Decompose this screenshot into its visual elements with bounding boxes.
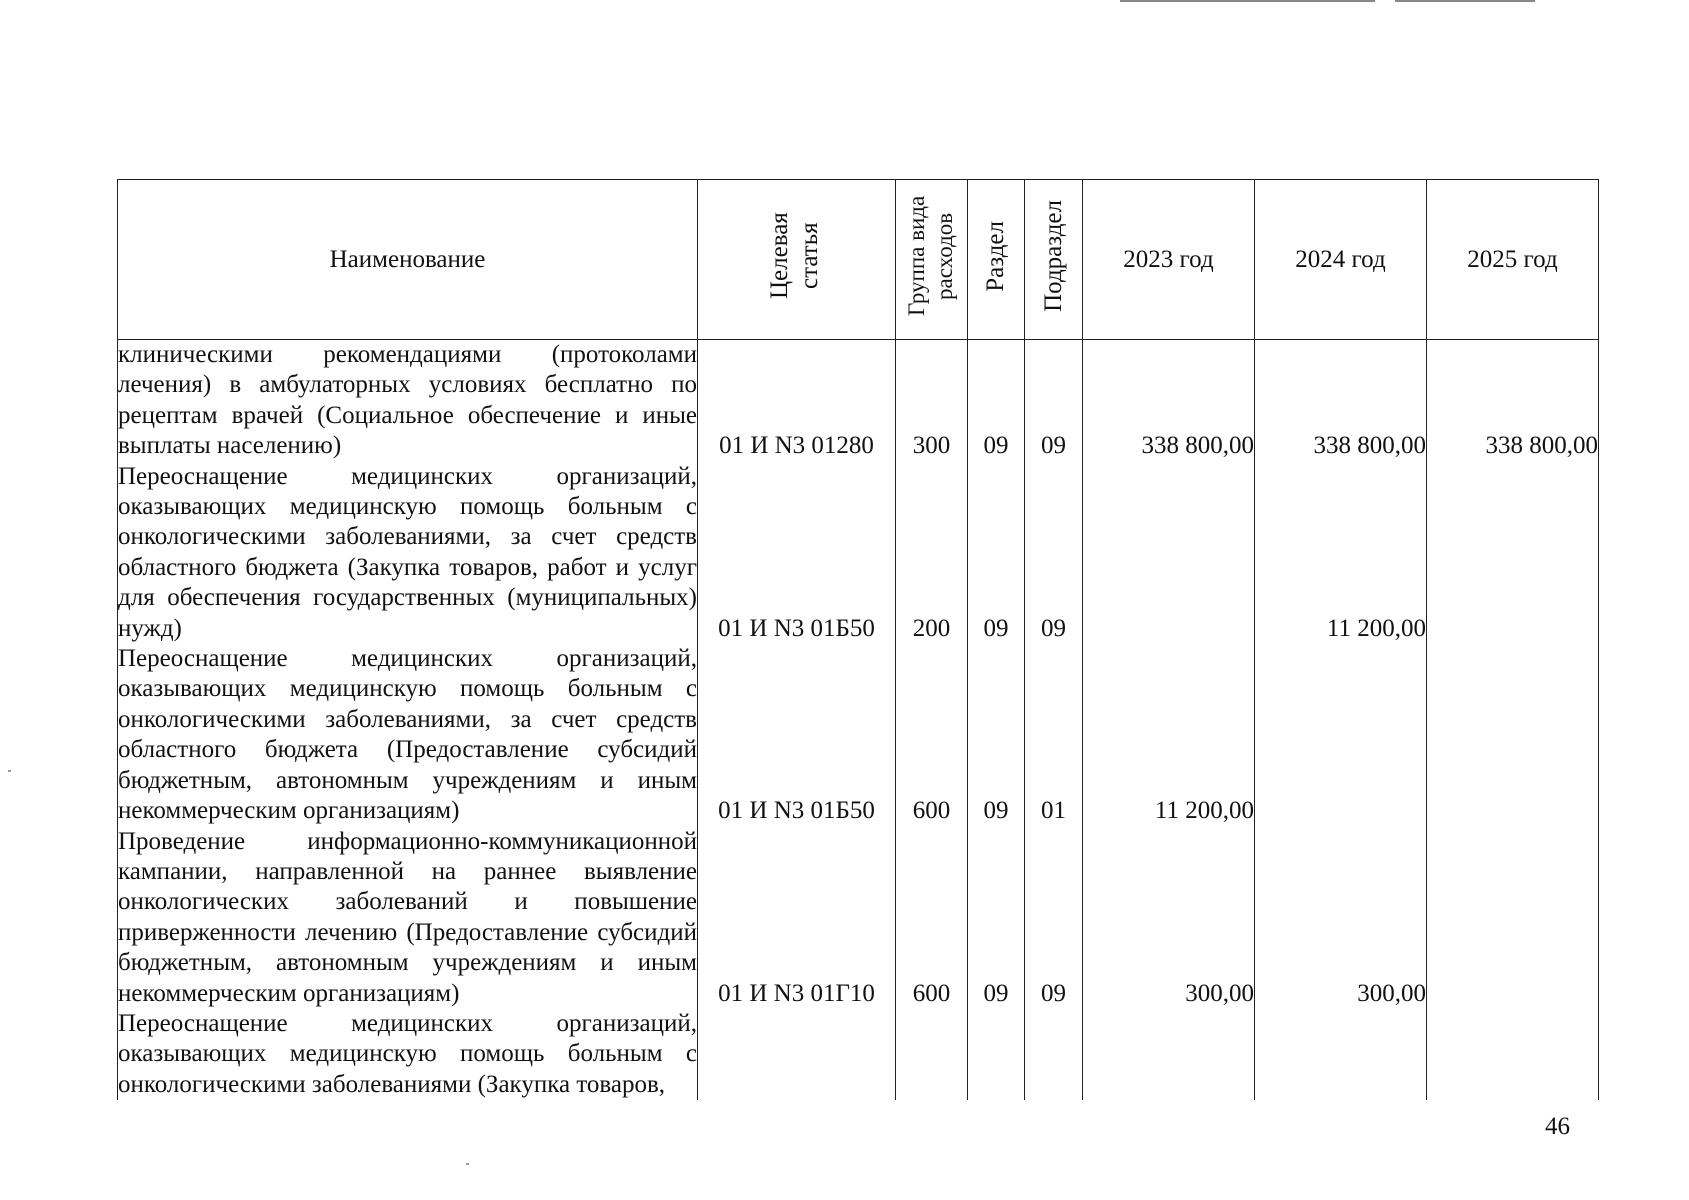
row-amount-2025: 338 800,00 [1427,340,1599,462]
row-subsection: 09 [1025,340,1083,462]
table-header-row [118,180,1599,340]
page-number: 46 [1545,1113,1570,1140]
budget-table [117,179,1599,1100]
row-name: Проведение информационно-коммуникационной кампании, направленной на раннее выявление онкологических заболеваний и повышение приверженности лечению (Предоставление субсидий бюджетным, автономным учреждениям и иным некоммерческим организациям) [118,827,698,1009]
table-row [118,827,1599,1009]
col-header-section: Раздел [968,180,1025,340]
row-name: Переоснащение медицинских организаций, оказывающих медицинскую помощь больным с онкологическими заболеваниями, за счет средств областного бюджета (Предоставление субсидий бюджетным, автономным учреждениям и иным некоммерческим организациям) [118,644,698,826]
document-page [117,179,1598,1097]
col-header-2023: 2023 год [1083,180,1255,340]
empty-cell [698,1009,896,1100]
scan-mark [466,1163,469,1165]
table-row [118,462,1599,644]
col-header-2024: 2024 год [1255,180,1427,340]
row-name: Переоснащение медицинских организаций, оказывающих медицинскую помощь больным с онкологическими заболеваниями, за счет средств областного бюджета (Закупка товаров, работ и услуг для обеспечения государственных (муниципальных) нужд) [118,462,698,644]
row-target-article: 01 И N3 01280 [698,340,896,462]
row-subsection: 09 [1025,462,1083,644]
empty-cell [1083,1009,1255,1100]
row-amount-2024 [1255,644,1427,826]
row-amount-2024: 11 200,00 [1255,462,1427,644]
row-amount-2025 [1427,827,1599,1009]
top-rule [1120,0,1375,2]
col-header-expense-group: Группа вида расходов [896,180,968,340]
row-name-continued: Переоснащение медицинских организаций, оказывающих медицинскую помощь больным с онкологическими заболеваниями (Закупка товаров, [118,1009,698,1100]
row-subsection: 01 [1025,644,1083,826]
row-target-article: 01 И N3 01Г10 [698,827,896,1009]
table-row [118,644,1599,826]
row-target-article: 01 И N3 01Б50 [698,462,896,644]
row-amount-2023: 11 200,00 [1083,644,1255,826]
row-amount-2023: 338 800,00 [1083,340,1255,462]
col-header-2025: 2025 год [1427,180,1599,340]
col-header-target-article: Целевая статья [698,180,896,340]
row-section: 09 [968,827,1025,1009]
row-amount-2023: 300,00 [1083,827,1255,1009]
table-row-continued [118,1009,1599,1100]
empty-cell [1255,1009,1427,1100]
col-header-name: Наименование [118,180,698,340]
row-amount-2025 [1427,462,1599,644]
top-rule [1395,0,1535,2]
row-section: 09 [968,340,1025,462]
row-expense-group: 200 [896,462,968,644]
col-header-subsection: Подраздел [1025,180,1083,340]
row-expense-group: 600 [896,644,968,826]
empty-cell [1427,1009,1599,1100]
empty-cell [896,1009,968,1100]
row-name: клиническими рекомендациями (протоколами лечения) в амбулаторных условиях бесплатно по рецептам врачей (Социальное обеспечение и иные выплаты населению) [118,340,698,462]
row-amount-2023 [1083,462,1255,644]
row-expense-group: 600 [896,827,968,1009]
empty-cell [968,1009,1025,1100]
row-amount-2024: 338 800,00 [1255,340,1427,462]
row-section: 09 [968,644,1025,826]
empty-cell [1025,1009,1083,1100]
row-amount-2025 [1427,644,1599,826]
row-section: 09 [968,462,1025,644]
scan-mark [8,770,11,772]
row-amount-2024: 300,00 [1255,827,1427,1009]
row-expense-group: 300 [896,340,968,462]
row-subsection: 09 [1025,827,1083,1009]
table-row [118,340,1599,462]
row-target-article: 01 И N3 01Б50 [698,644,896,826]
